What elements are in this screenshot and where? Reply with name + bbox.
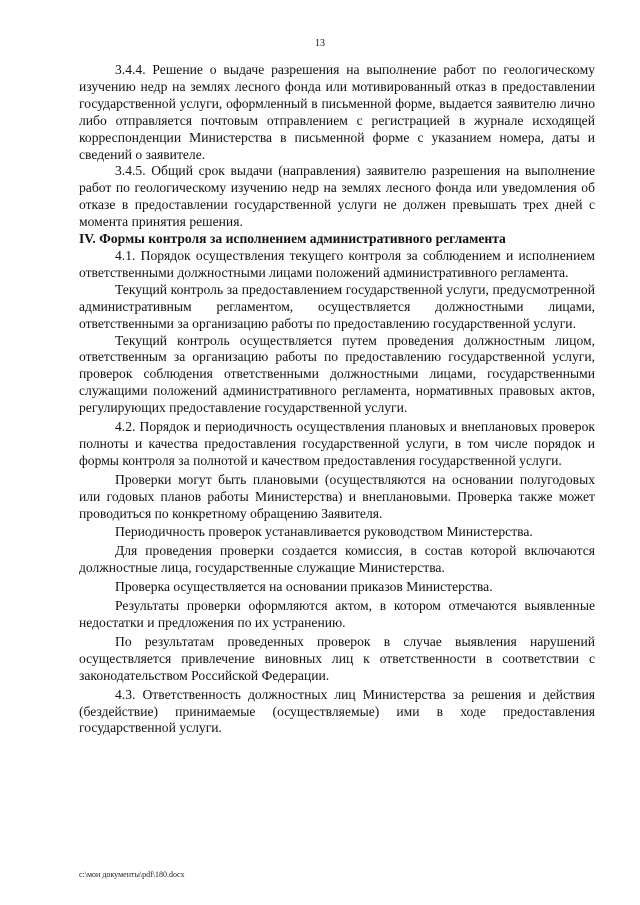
- paragraph-violations: По результатам проведенных проверок в случае выявления нарушений осуществляется привлечение виновных лиц к ответственности в соответствии с законодательством Российской Федерации.: [79, 633, 595, 683]
- paragraph-orders: Проверка осуществляется на основании приказов Министерства.: [115, 579, 493, 595]
- paragraph-3-4-4: 3.4.4. Решение о выдаче разрешения на выполнение работ по геологическому изучению недр на землях лесного фонда или мотивированный отказ в предоставлении государственной услуги, оформленный в письменной форме, выдается заявителю лично либо отправляется почтовым отправлением с регистрацией в журнале исходящей корреспонденции Министерства в письменной форме с указанием номера, даты и сведений о заявителе.: [79, 62, 595, 162]
- paragraph-4-1: 4.1. Порядок осуществления текущего контроля за соблюдением и исполнением ответственными должностными лицами положений административного регламента.: [79, 247, 595, 280]
- section-heading: IV. Формы контроля за исполнением административного регламента: [79, 231, 506, 247]
- paragraph-inspections: Проверки могут быть плановыми (осуществляются на основании полугодовых или годовых планов работы Министерства) и внеплановыми. Проверка также может проводиться по конкретному обращению Заявителя.: [79, 471, 595, 521]
- paragraph-current-control: Текущий контроль за предоставлением государственной услуги, предусмотренной административным регламентом, осуществляется должностными лицами, ответственными за организацию работы по предоставлению государственной услуги.: [79, 281, 595, 331]
- page-number: 13: [315, 38, 325, 49]
- paragraph-4-3: 4.3. Ответственность должностных лиц Министерства за решения и действия (бездействие) принимаемые (осуществляемые) ими в ходе предоставления государственной услуги.: [79, 686, 595, 736]
- paragraph-results: Результаты проверки оформляются актом, в котором отмечаются выявленные недостатки и предложения по их устранению.: [79, 598, 595, 630]
- paragraph-commission: Для проведения проверки создается комиссия, в состав которой включаются должностные лица, государственные служащие Министерства.: [79, 543, 595, 576]
- paragraph-3-4-5: 3.4.5. Общий срок выдачи (направления) заявителю разрешения на выполнение работ по геологическому изучению недр на землях лесного фонда или уведомления об отказе в предоставлении государственной услуги не должен превышать трех дней с момента принятия решения.: [79, 163, 595, 230]
- document-body: [79, 62, 595, 737]
- footer-file-path: c:\мои документы\pdf\180.docx: [79, 870, 185, 879]
- paragraph-periodicity: Периодичность проверок устанавливается руководством Министерства.: [115, 524, 533, 540]
- paragraph-4-2: 4.2. Порядок и периодичность осуществления плановых и внеплановых проверок полноты и качества предоставления государственной услуги, в том числе порядок и формы контроля за полнотой и качеством предоставления государственной услуги.: [79, 419, 595, 468]
- paragraph-control-method: Текущий контроль осуществляется путем проведения должностным лицом, ответственным за организацию работы по предоставлению государственной услуги, проверок соблюдения ответственными должностными лицами, государственными служащими положений административного регламента, нормативных правовых актов, регулирующих предоставление государственной услуги.: [79, 332, 595, 416]
